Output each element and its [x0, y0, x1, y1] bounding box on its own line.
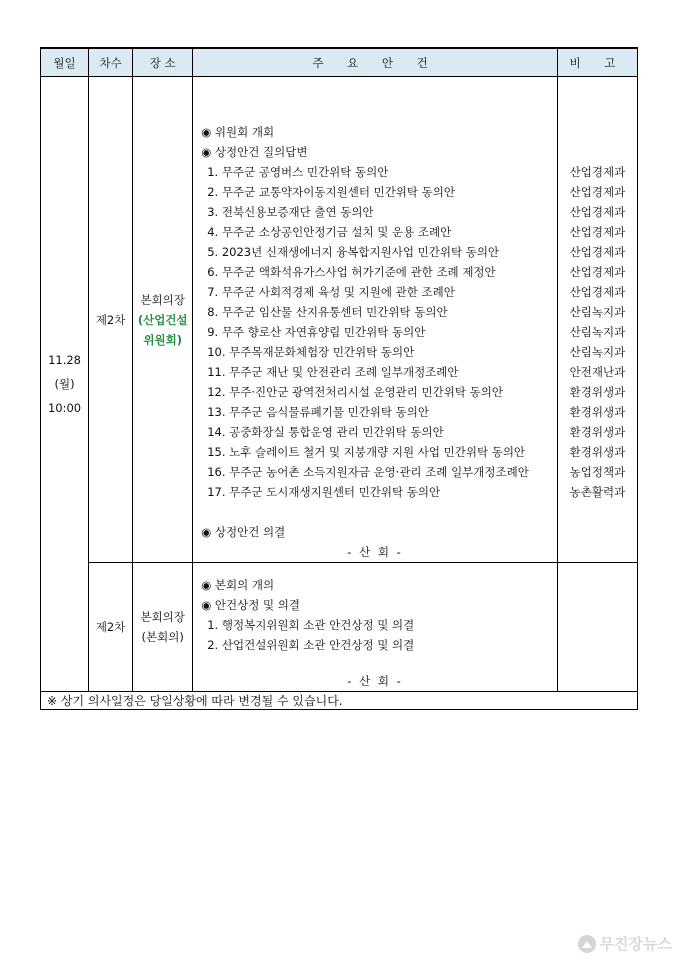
agenda-item: 6. 무주군 액화석유가스사업 허가기준에 관한 조례 제정안	[207, 265, 496, 279]
session1-place	[133, 77, 193, 563]
header-seq: 차수	[89, 48, 133, 77]
mountain-logo-icon	[578, 935, 596, 953]
agenda-item: 2. 산업건설위원회 소관 안건상정 및 의결	[207, 638, 415, 652]
note-dept: 산업경제과	[569, 265, 626, 279]
session2-place	[133, 563, 193, 692]
session1-row	[41, 77, 638, 563]
note-dept: 산업경제과	[569, 225, 626, 239]
session2-agenda	[193, 563, 558, 692]
date-cell	[41, 77, 89, 692]
agenda-item: 5. 2023년 신재생에너지 융복합지원사업 민간위탁 동의안	[207, 245, 500, 259]
date-day: 11.28	[48, 353, 81, 367]
agenda-item: 13. 무주군 음식물류폐기물 민간위탁 동의안	[207, 405, 429, 419]
session1-notes	[557, 77, 637, 563]
footnote: ※ 상기 의사일정은 당일상황에 따라 변경될 수 있습니다.	[41, 692, 638, 710]
session1-place-main: 본회의장	[140, 292, 185, 307]
header-note: 비 고	[557, 48, 637, 77]
note-dept: 산림녹지과	[569, 305, 626, 319]
note-dept: 농업정책과	[569, 465, 626, 479]
agenda-bullet: ◉ 상정안건 질의답변	[201, 145, 308, 159]
note-dept: 환경위생과	[569, 385, 626, 399]
note-dept: 산업경제과	[569, 165, 626, 179]
agenda-item: 3. 전북신용보증재단 출연 동의안	[207, 205, 374, 219]
note-dept: 환경위생과	[569, 445, 626, 459]
header-date: 월일	[41, 48, 89, 77]
note-dept: 환경위생과	[569, 425, 626, 439]
note-dept: 산업경제과	[569, 185, 626, 199]
agenda-item: 17. 무주군 도시재생지원센터 민간위탁 동의안	[207, 485, 441, 499]
agenda-bullet: ◉ 안건상정 및 의결	[201, 598, 300, 612]
agenda-item: 4. 무주군 소상공인안정기금 설치 및 운용 조례안	[207, 225, 452, 239]
agenda-item: 8. 무주군 임산물 산지유통센터 민간위탁 동의안	[207, 305, 448, 319]
note-dept: 산림녹지과	[569, 325, 626, 339]
header-agenda: 주 요 안 건	[193, 48, 558, 77]
note-dept: 안전재난과	[569, 365, 626, 379]
watermark-text: 무진장뉴스	[599, 935, 672, 953]
agenda-item: 7. 무주군 사회적경제 육성 및 지원에 관한 조례안	[207, 285, 455, 299]
agenda-item: 15. 노후 슬레이트 철거 및 지붕개량 지원 사업 민간위탁 동의안	[207, 445, 526, 459]
agenda-item: 11. 무주군 재난 및 안전관리 조례 일부개정조례안	[207, 365, 459, 379]
session1-seq: 제2차	[89, 77, 133, 563]
adjourn-text: - 산 회 -	[347, 545, 403, 559]
agenda-bullet: ◉ 위원회 개회	[201, 125, 275, 139]
date-weekday: (월)	[54, 377, 75, 391]
agenda-item: 1. 행정복지위원회 소관 안건상정 및 의결	[207, 618, 415, 632]
session2-row	[41, 563, 638, 692]
agenda-bullet: ◉ 본회의 개의	[201, 578, 275, 592]
session1-agenda	[193, 77, 558, 563]
session1-committee-line2: 위원회)	[143, 332, 182, 347]
session2-place-sub: (본회의)	[141, 630, 184, 644]
agenda-item: 1. 무주군 공영버스 민간위탁 동의안	[207, 165, 389, 179]
note-dept: 산업경제과	[569, 285, 626, 299]
header-row	[41, 48, 638, 77]
agenda-item: 16. 무주군 농어촌 소득지원자금 운영·관리 조례 일부개정조례안	[207, 465, 529, 479]
session1-committee-line1: (산업건설	[137, 312, 188, 327]
agenda-item: 14. 공중화장실 통합운영 관리 민간위탁 동의안	[207, 425, 444, 439]
note-dept: 산업경제과	[569, 205, 626, 219]
note-dept: 산림녹지과	[569, 345, 626, 359]
agenda-item: 9. 무주 향로산 자연휴양림 민간위탁 동의안	[207, 325, 426, 339]
schedule-table	[40, 47, 638, 710]
watermark	[578, 933, 672, 954]
agenda-bullet: ◉ 상정안건 의결	[201, 525, 286, 539]
session2-notes	[557, 563, 637, 692]
agenda-item: 10. 무주목재문화체험장 민간위탁 동의안	[207, 345, 415, 359]
note-dept: 산업경제과	[569, 245, 626, 259]
note-dept: 환경위생과	[569, 405, 626, 419]
note-dept: 농촌활력과	[569, 485, 626, 499]
agenda-item: 12. 무주·진안군 광역전처리시설 운영관리 민간위탁 동의안	[207, 385, 503, 399]
date-time: 10:00	[47, 401, 82, 415]
session2-seq: 제2차	[89, 563, 133, 692]
agenda-item: 2. 무주군 교통약자이동지원센터 민간위탁 동의안	[207, 185, 456, 199]
header-place: 장 소	[133, 48, 193, 77]
adjourn-text: - 산 회 -	[347, 674, 403, 688]
session2-place-main: 본회의장	[140, 610, 185, 624]
footnote-row	[41, 692, 638, 710]
